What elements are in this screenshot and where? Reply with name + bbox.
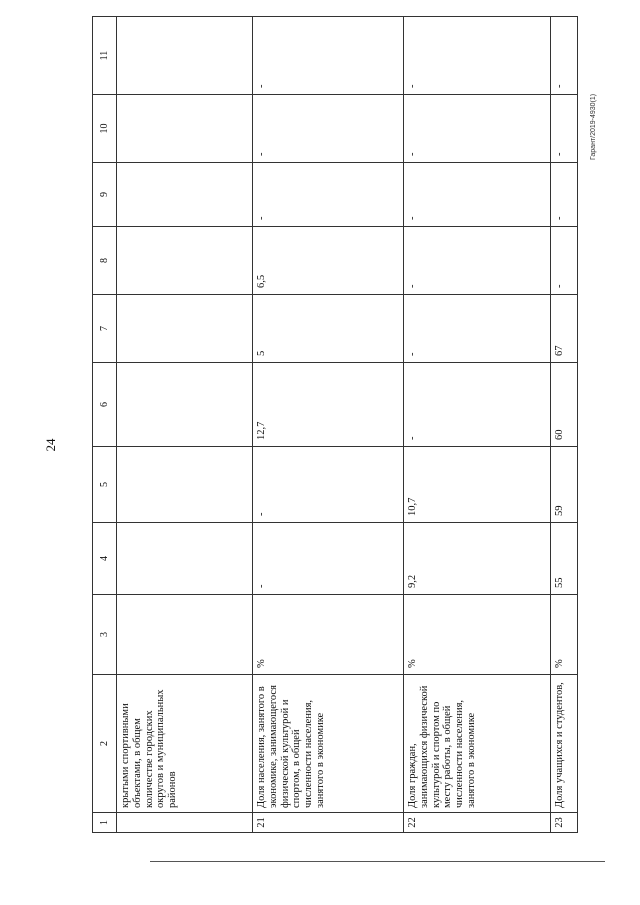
unit-cell: % — [253, 595, 404, 675]
header-cell-5: 5 — [93, 447, 117, 523]
row-number: 21 — [253, 813, 404, 833]
row-number: 23 — [551, 813, 578, 833]
header-cell-6: 6 — [93, 363, 117, 447]
page-number: 24 — [43, 438, 58, 452]
table-row — [253, 17, 404, 833]
unit-cell — [117, 595, 253, 675]
value-cell: - — [253, 447, 404, 523]
value-cell: - — [404, 163, 551, 227]
value-cell: - — [404, 363, 551, 447]
value-cell: 60 — [551, 363, 578, 447]
header-cell-3: 3 — [93, 595, 117, 675]
value-cell: - — [253, 523, 404, 595]
value-cell: - — [253, 95, 404, 163]
value-cell: 6,5 — [253, 227, 404, 295]
value-cell: - — [253, 163, 404, 227]
value-cell: - — [404, 95, 551, 163]
table-header-row — [93, 17, 117, 833]
document-stamp: Гарант/2019-4930(1) — [590, 93, 597, 160]
value-cell — [117, 163, 253, 227]
indicator-name: крытыми спортивными объектами, в общем количестве городских округов и муниципальных районов — [117, 675, 253, 813]
value-cell: 67 — [551, 295, 578, 363]
value-cell: 55 — [551, 523, 578, 595]
row-number — [117, 813, 253, 833]
value-cell — [117, 447, 253, 523]
indicator-name: Доля населения, занятого в экономике, занимающегося физической культурой и спортом, в общей численности населения, занятого в экономике — [253, 675, 404, 813]
unit-cell: % — [404, 595, 551, 675]
value-cell: - — [551, 227, 578, 295]
value-cell: - — [404, 227, 551, 295]
row-number: 22 — [404, 813, 551, 833]
value-cell: 9,2 — [404, 523, 551, 595]
header-cell-11: 11 — [93, 17, 117, 95]
table-row — [551, 17, 578, 833]
table-row — [404, 17, 551, 833]
value-cell: 10,7 — [404, 447, 551, 523]
value-cell: - — [404, 17, 551, 95]
value-cell — [117, 227, 253, 295]
value-cell — [117, 295, 253, 363]
indicator-name: Доля учащихся и студентов, — [551, 675, 578, 813]
value-cell: 5 — [253, 295, 404, 363]
value-cell: 59 — [551, 447, 578, 523]
value-cell — [117, 17, 253, 95]
header-cell-10: 10 — [93, 95, 117, 163]
value-cell — [117, 363, 253, 447]
indicator-name: Доля граждан, занимающихся физической культурой и спортом по месту работы, в общей численности населения, занятого в экономике — [404, 675, 551, 813]
value-cell: - — [404, 295, 551, 363]
header-cell-9: 9 — [93, 163, 117, 227]
value-cell: - — [551, 17, 578, 95]
header-cell-8: 8 — [93, 227, 117, 295]
value-cell: 12,7 — [253, 363, 404, 447]
value-cell: - — [253, 17, 404, 95]
bottom-divider — [150, 861, 605, 862]
value-cell: - — [551, 95, 578, 163]
table-container — [92, 50, 578, 833]
value-cell: - — [551, 163, 578, 227]
indicators-table — [92, 16, 578, 833]
table-row — [117, 17, 253, 833]
header-cell-4: 4 — [93, 523, 117, 595]
value-cell — [117, 95, 253, 163]
value-cell — [117, 523, 253, 595]
header-cell-2: 2 — [93, 675, 117, 813]
header-cell-1: 1 — [93, 813, 117, 833]
header-cell-7: 7 — [93, 295, 117, 363]
unit-cell: % — [551, 595, 578, 675]
